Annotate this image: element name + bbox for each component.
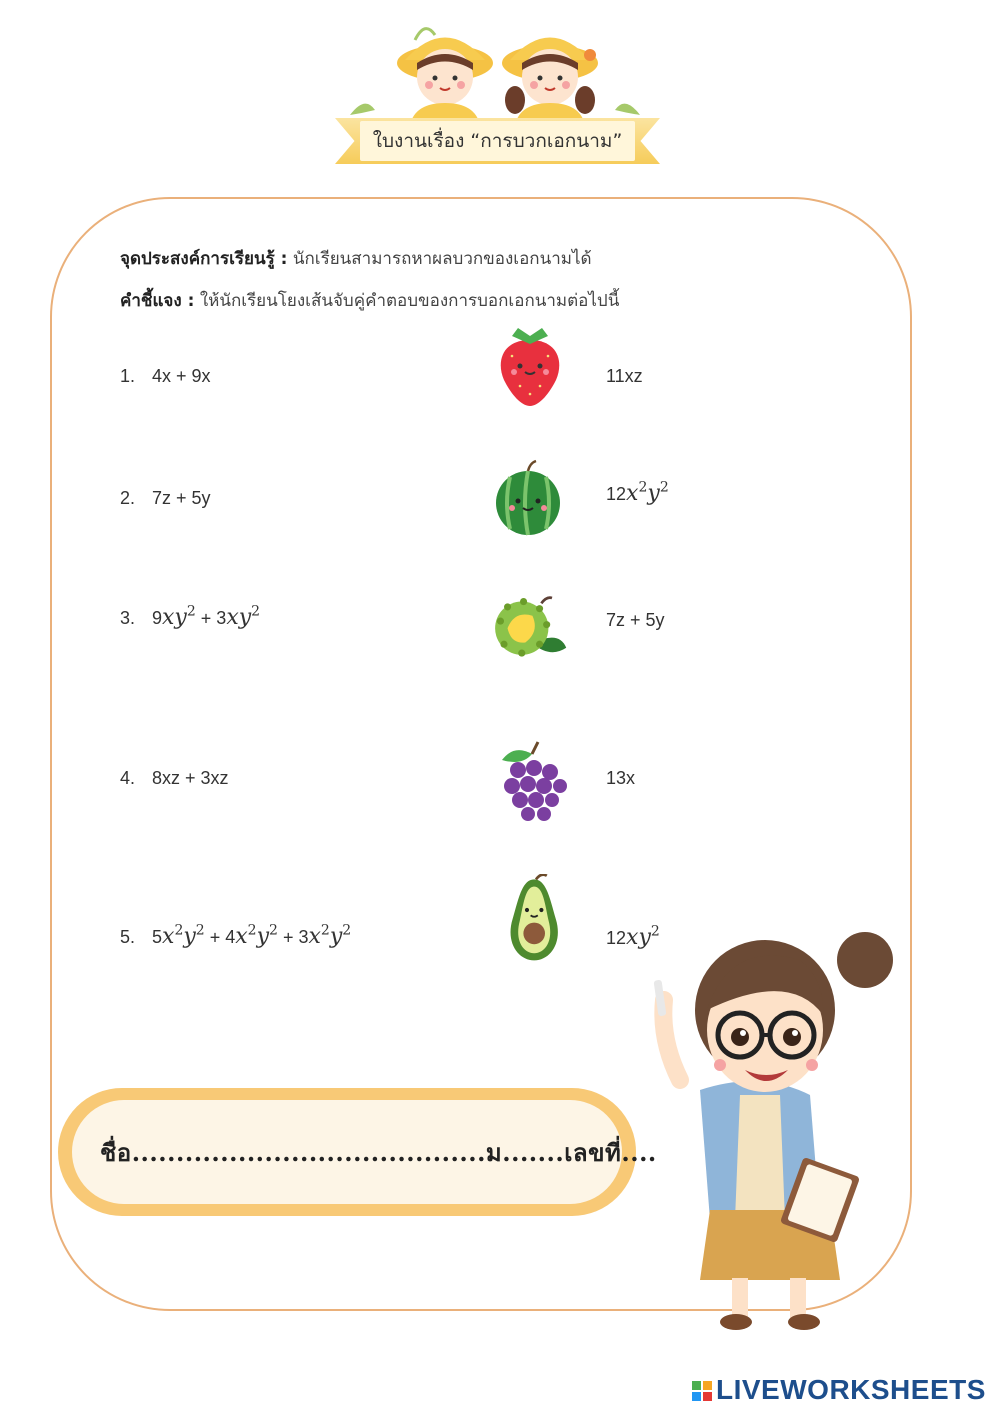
answer-4: 13x xyxy=(606,768,636,788)
page-title: ใบงานเรื่อง “การบวกเอกนาม” xyxy=(372,130,623,152)
question-5: 5. $5x^2y^2 + 4x^2y^2 + 3x^2y^2$ xyxy=(120,923,352,950)
brand-mark-icon xyxy=(692,1376,712,1396)
answer-1: 11xz xyxy=(606,366,643,386)
name-line[interactable]: ชื่อ........................................ม.......เลขที่.... xyxy=(100,1138,657,1167)
grapes-icon[interactable] xyxy=(492,740,572,830)
brand-text: LIVEWORKSHEETS xyxy=(716,1374,986,1405)
answer-3: 7z + 5y xyxy=(606,610,665,630)
question-2-text: 7z + 5y xyxy=(152,488,211,508)
instruction-text: ให้นักเรียนโยงเส้นจับคู่คำตอบของการบอกเอกนามต่อไปนี้ xyxy=(199,291,620,311)
teacher-illustration xyxy=(640,920,940,1340)
question-3: 3. $9xy^2 + 3xy^2$ xyxy=(120,604,261,631)
objective-text: นักเรียนสามารถหาผลบวกของเอกนามได้ xyxy=(292,249,592,269)
answer-2: $12x^2y^2$ xyxy=(606,480,669,507)
question-1-text: 4x + 9x xyxy=(152,366,211,386)
durian-icon[interactable] xyxy=(488,585,568,675)
objective-line xyxy=(120,245,592,272)
liveworksheets-logo xyxy=(692,1374,986,1406)
question-4-text: 8xz + 3xz xyxy=(152,768,229,788)
objective-label: จุดประสงค์การเรียนรู้ : xyxy=(120,249,288,269)
instruction-label: คำชี้แจง : xyxy=(120,291,195,311)
watermelon-icon[interactable] xyxy=(490,455,570,545)
avocado-icon[interactable] xyxy=(496,874,576,964)
question-2: 2. 7z + 5y xyxy=(120,488,211,508)
question-1: 1. 4x + 9x xyxy=(120,366,211,386)
question-4: 4. 8xz + 3xz xyxy=(120,768,229,788)
strawberry-icon[interactable] xyxy=(490,322,570,412)
instruction-line xyxy=(120,287,619,314)
answer-5: $12xy^2$ xyxy=(606,924,660,951)
kids-illustration xyxy=(345,15,655,125)
